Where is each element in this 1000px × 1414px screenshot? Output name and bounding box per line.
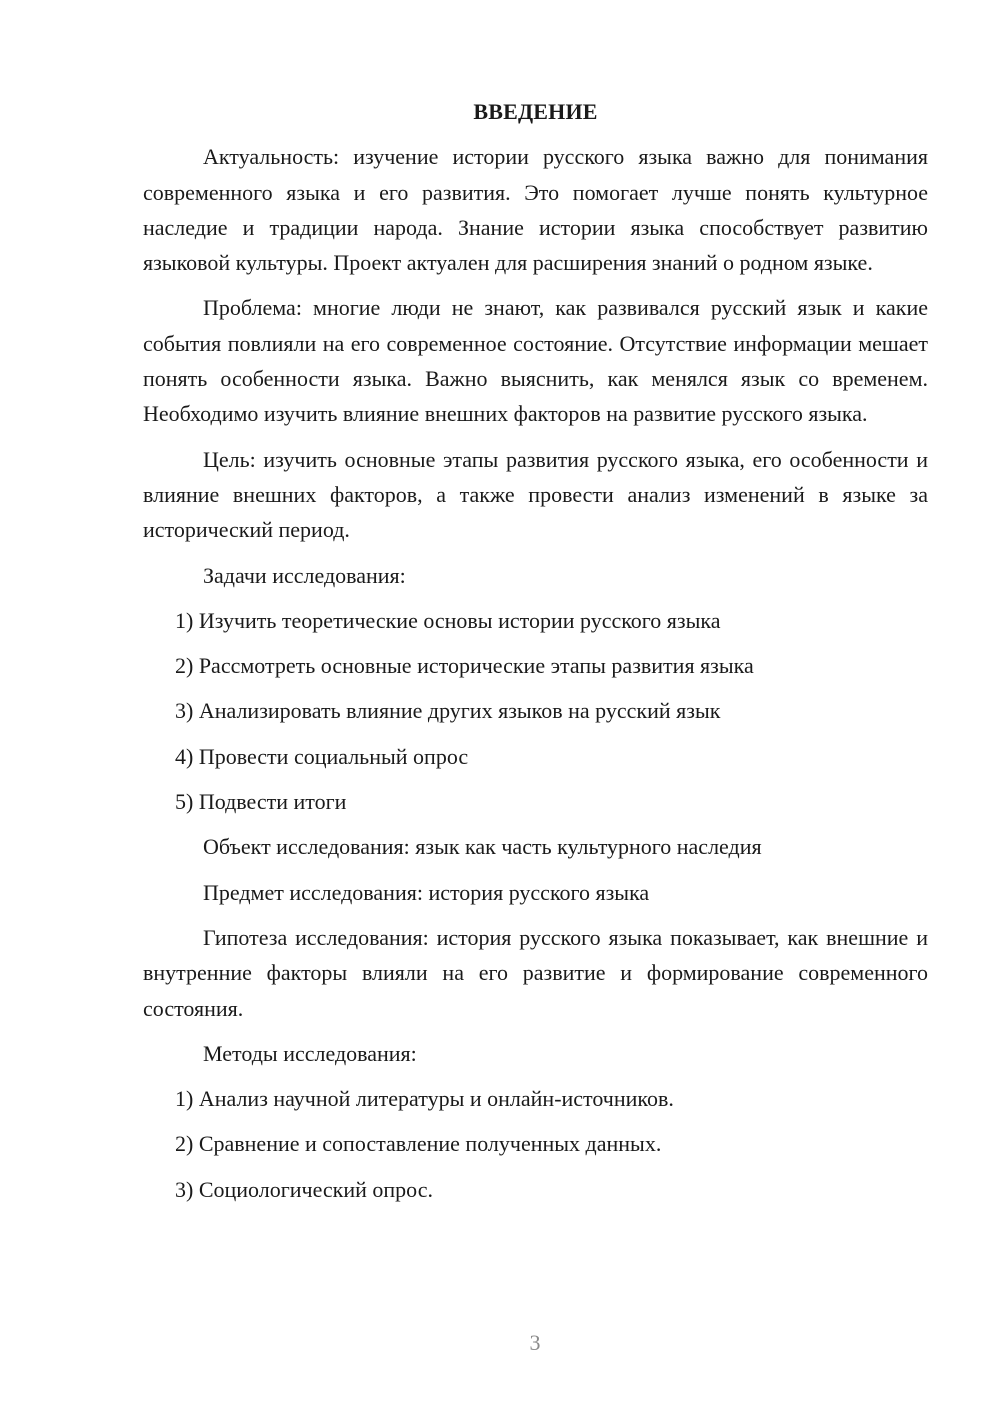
method-item: 1) Анализ научной литературы и онлайн-источников. (175, 1086, 674, 1112)
goal-paragraph: Цель: изучить основные этапы развития русского языка, его особенности и влияние внешних факторов, а также провести анализ изменений в языке за исторический период. (143, 446, 928, 543)
task-item: 1) Изучить теоретические основы истории русского языка (175, 607, 721, 633)
task-item: 4) Провести социальный опрос (175, 743, 469, 769)
problem-paragraph: Проблема: многие люди не знают, как развивался русский язык и какие события повлияли на его современное состояние. Отсутствие информации мешает понять особенности языка. Важно выяснить, как менялся язык со временем. Необходимо изучить влияние внешних факторов на развитие русского языка. (143, 295, 928, 427)
task-item: 3) Анализировать влияние других языков на русский язык (175, 698, 721, 724)
task-item: 2) Рассмотреть основные исторические этапы развития языка (175, 653, 754, 679)
method-item: 2) Сравнение и сопоставление полученных данных. (175, 1131, 662, 1157)
method-item: 3) Социологический опрос. (175, 1176, 433, 1202)
research-object: Объект исследования: язык как часть культурного наследия (203, 834, 762, 860)
task-item: 5) Подвести итоги (175, 789, 347, 815)
research-subject: Предмет исследования: история русского языка (203, 879, 650, 905)
relevance-paragraph: Актуальность: изучение истории русского языка важно для понимания современного языка и его развития. Это помогает лучше понять культурное наследие и традиции народа. Знание истории языка способствует развитию языковой культуры. Проект актуален для расширения знаний о родном языке. (143, 144, 928, 276)
tasks-heading: Задачи исследования: (203, 562, 406, 588)
methods-heading: Методы исследования: (203, 1040, 417, 1066)
page-title: ВВЕДЕНИЕ (473, 99, 598, 124)
page-number: 3 (529, 1330, 541, 1355)
hypothesis-paragraph: Гипотеза исследования: история русского языка показывает, как внешние и внутренние факторы влияли на его развитие и формирование современного состояния. (143, 924, 928, 1021)
document-page (143, 94, 928, 1217)
